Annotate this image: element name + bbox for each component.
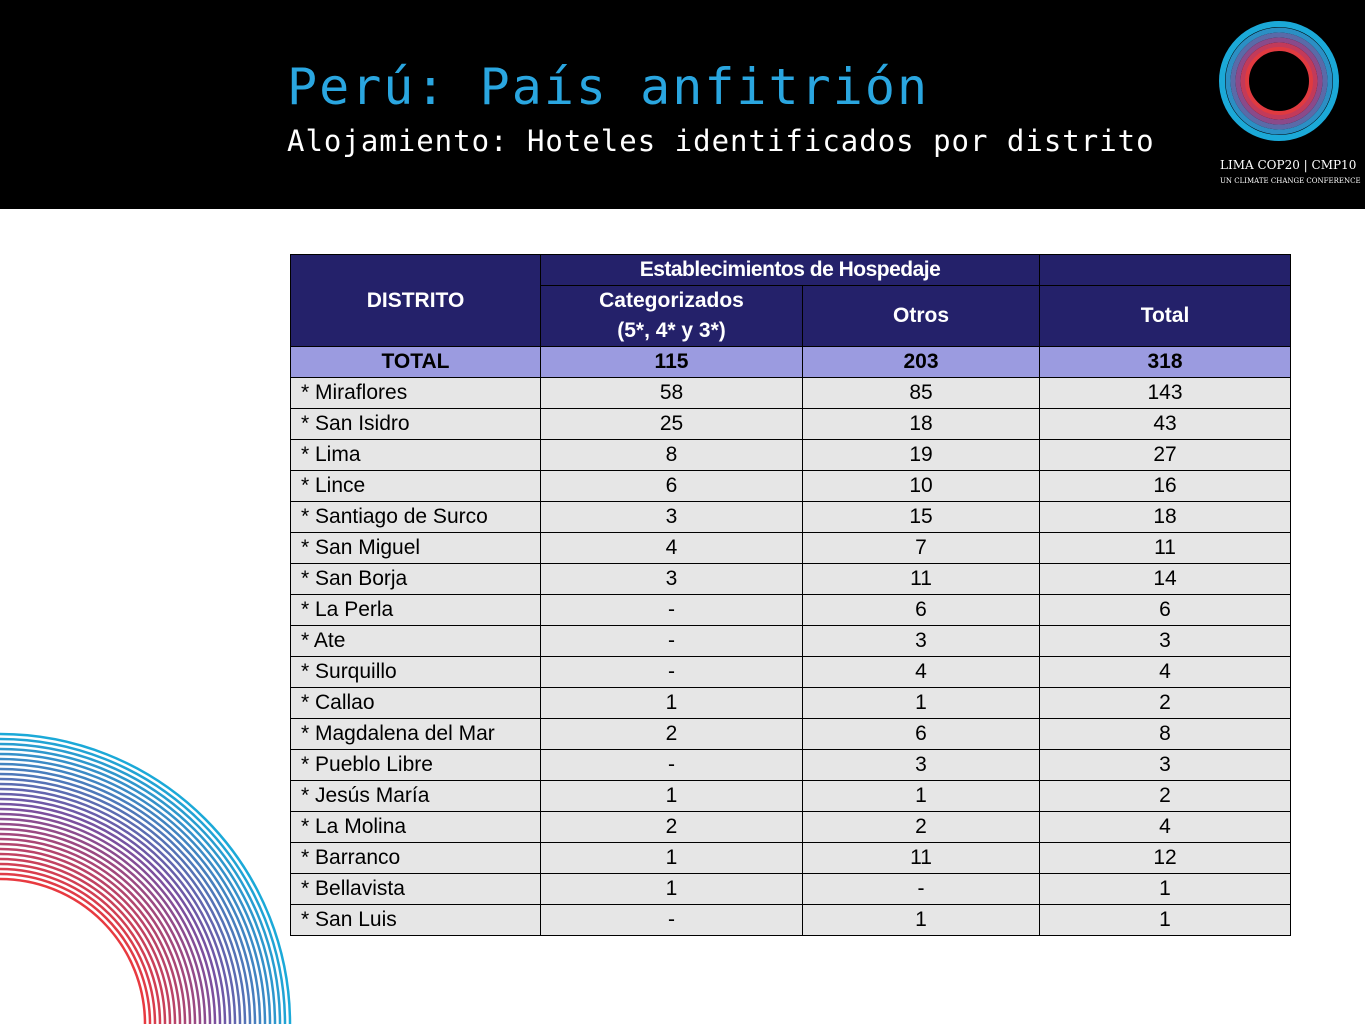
total-value: 6: [1040, 595, 1291, 626]
district-name: * La Molina: [291, 812, 541, 843]
otros-value: 18: [803, 409, 1040, 440]
table-row: [291, 502, 1291, 533]
otros-value: 2: [803, 812, 1040, 843]
header-otros: Otros: [803, 286, 1040, 347]
cop20-logo-rings-icon: [1218, 20, 1340, 142]
categorizados-value: -: [541, 905, 803, 936]
district-name: * Santiago de Surco: [291, 502, 541, 533]
arc-stripe: [0, 859, 165, 1024]
otros-value: 6: [803, 719, 1040, 750]
total-value: 4: [1040, 812, 1291, 843]
total-value: 3: [1040, 626, 1291, 657]
logo-subtext: UN CLIMATE CHANGE CONFERENCE: [1220, 177, 1361, 185]
total-value: 143: [1040, 378, 1291, 409]
total-value: 1: [1040, 905, 1291, 936]
total-value: 3: [1040, 750, 1291, 781]
arc-stripe: [0, 864, 160, 1024]
table-row: [291, 688, 1291, 719]
categorizados-value: 4: [541, 533, 803, 564]
header-establecimientos: Establecimientos de Hospedaje: [541, 255, 1040, 286]
table-row: [291, 812, 1291, 843]
total-otros: 203: [803, 347, 1040, 378]
table-row: [291, 471, 1291, 502]
logo-text: LIMA COP20 | CMP10: [1220, 158, 1357, 172]
otros-value: 10: [803, 471, 1040, 502]
categorizados-value: 2: [541, 812, 803, 843]
otros-value: 19: [803, 440, 1040, 471]
table-row: [291, 378, 1291, 409]
categorizados-value: 3: [541, 564, 803, 595]
otros-value: 1: [803, 905, 1040, 936]
categorizados-value: 1: [541, 874, 803, 905]
district-name: * Pueblo Libre: [291, 750, 541, 781]
district-name: * Lima: [291, 440, 541, 471]
header-banner: [0, 0, 1365, 209]
table-row: [291, 533, 1291, 564]
categorizados-value: 3: [541, 502, 803, 533]
table-row: [291, 719, 1291, 750]
district-name: * Miraflores: [291, 378, 541, 409]
total-value: 8: [1040, 719, 1291, 750]
header-categorizados: [541, 286, 803, 347]
categorizados-value: 25: [541, 409, 803, 440]
district-name: * San Miguel: [291, 533, 541, 564]
header-categorizados-label: Categorizados: [599, 289, 744, 312]
arc-stripe: [0, 794, 230, 1024]
table-row: [291, 657, 1291, 688]
district-name: * Ate: [291, 626, 541, 657]
table-row: [291, 781, 1291, 812]
total-value: 2: [1040, 688, 1291, 719]
district-name: * Surquillo: [291, 657, 541, 688]
table-row: [291, 626, 1291, 657]
otros-value: 4: [803, 657, 1040, 688]
district-name: * San Isidro: [291, 409, 541, 440]
table-row: [291, 843, 1291, 874]
categorizados-value: -: [541, 750, 803, 781]
table-row: [291, 905, 1291, 936]
total-value: 12: [1040, 843, 1291, 874]
total-value: 11: [1040, 533, 1291, 564]
otros-value: 3: [803, 750, 1040, 781]
arc-stripe: [0, 759, 265, 1024]
district-name: * Barranco: [291, 843, 541, 874]
categorizados-value: 1: [541, 843, 803, 874]
otros-value: 15: [803, 502, 1040, 533]
total-value: 27: [1040, 440, 1291, 471]
total-value: 14: [1040, 564, 1291, 595]
otros-value: 11: [803, 843, 1040, 874]
header-empty: [1040, 255, 1291, 286]
cop20-logo: [1210, 20, 1361, 190]
total-label: TOTAL: [291, 347, 541, 378]
otros-value: 6: [803, 595, 1040, 626]
district-name: * Bellavista: [291, 874, 541, 905]
otros-value: 1: [803, 781, 1040, 812]
categorizados-value: 1: [541, 688, 803, 719]
categorizados-value: 6: [541, 471, 803, 502]
categorizados-value: 2: [541, 719, 803, 750]
header-categorizados-sublabel: (5*, 4* y 3*): [617, 319, 726, 342]
categorizados-value: -: [541, 657, 803, 688]
total-value: 43: [1040, 409, 1291, 440]
header-distrito: DISTRITO: [291, 255, 541, 347]
arc-stripe: [0, 869, 155, 1024]
page-subtitle: Alojamiento: Hoteles identificados por distrito: [287, 124, 1155, 158]
arc-stripe: [0, 779, 245, 1024]
otros-value: 11: [803, 564, 1040, 595]
categorizados-value: -: [541, 626, 803, 657]
otros-value: -: [803, 874, 1040, 905]
table-row: [291, 750, 1291, 781]
district-name: * Jesús María: [291, 781, 541, 812]
table-row: [291, 595, 1291, 626]
page-title: Perú: País anfitrión: [287, 58, 930, 116]
total-categorizados: 115: [541, 347, 803, 378]
header-total: Total: [1040, 286, 1291, 347]
table-row: [291, 440, 1291, 471]
table-row: [291, 874, 1291, 905]
categorizados-value: 8: [541, 440, 803, 471]
district-name: * Lince: [291, 471, 541, 502]
district-name: * San Luis: [291, 905, 541, 936]
total-value: 4: [1040, 657, 1291, 688]
total-total: 318: [1040, 347, 1291, 378]
hotels-table: [290, 254, 1291, 936]
categorizados-value: 58: [541, 378, 803, 409]
total-row: [291, 347, 1291, 378]
district-name: * La Perla: [291, 595, 541, 626]
total-value: 2: [1040, 781, 1291, 812]
otros-value: 7: [803, 533, 1040, 564]
district-name: * Magdalena del Mar: [291, 719, 541, 750]
total-value: 1: [1040, 874, 1291, 905]
district-name: * Callao: [291, 688, 541, 719]
categorizados-value: -: [541, 595, 803, 626]
total-value: 18: [1040, 502, 1291, 533]
table-row: [291, 409, 1291, 440]
otros-value: 1: [803, 688, 1040, 719]
total-value: 16: [1040, 471, 1291, 502]
categorizados-value: 1: [541, 781, 803, 812]
table-row: [291, 564, 1291, 595]
district-name: * San Borja: [291, 564, 541, 595]
otros-value: 3: [803, 626, 1040, 657]
decorative-arcs-icon: [0, 730, 300, 1024]
otros-value: 85: [803, 378, 1040, 409]
